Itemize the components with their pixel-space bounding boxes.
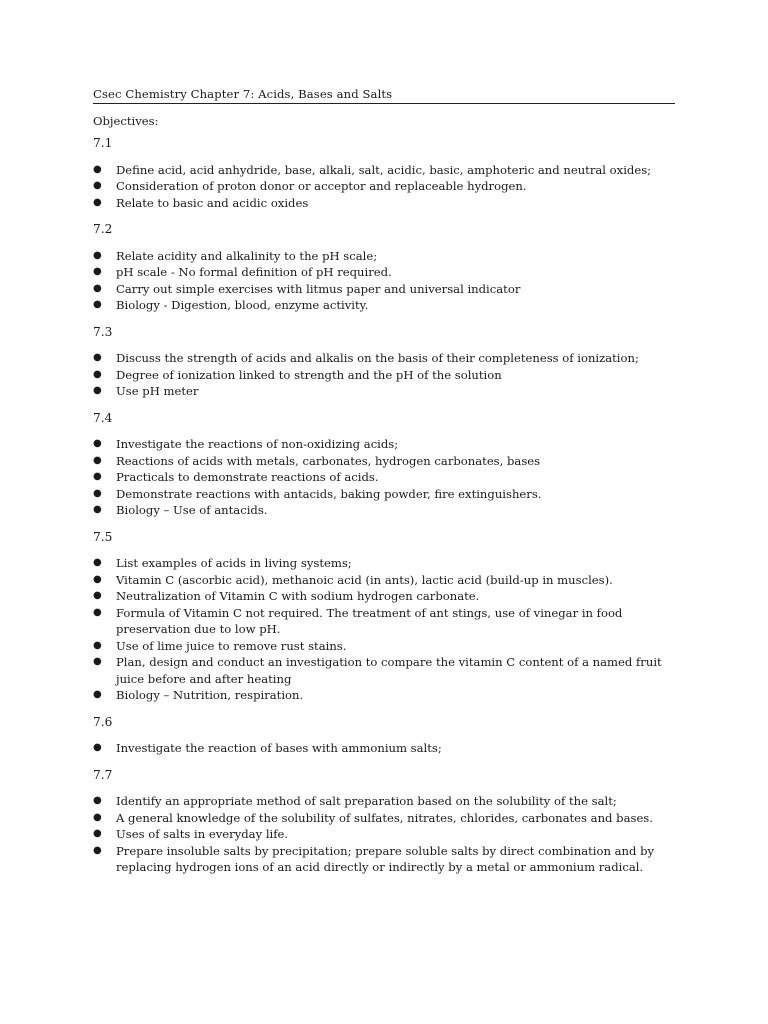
list-item bbox=[93, 740, 675, 757]
list-item bbox=[93, 436, 675, 453]
bullet-list bbox=[93, 162, 675, 212]
bullet-icon: ● bbox=[93, 368, 102, 380]
list-item bbox=[93, 502, 675, 519]
bullet-icon: ● bbox=[93, 299, 102, 310]
bullet-icon: ● bbox=[93, 828, 102, 839]
list-item bbox=[93, 605, 675, 638]
list-item bbox=[93, 555, 675, 572]
section-7-6 bbox=[93, 714, 675, 757]
list-item bbox=[93, 572, 675, 589]
bullet-list bbox=[93, 436, 675, 519]
list-item-text: Vitamin C (ascorbic acid), methanoic acid (in ants), lactic acid (build-up in muscles). bbox=[116, 572, 613, 587]
list-item-text: Demonstrate reactions with antacids, baking powder, fire extinguishers. bbox=[116, 486, 542, 501]
section-7-3 bbox=[93, 324, 675, 400]
list-item bbox=[93, 178, 675, 195]
list-item bbox=[93, 297, 675, 314]
list-item-text: Uses of salts in everyday life. bbox=[116, 827, 289, 841]
list-item-text: Define acid, acid anhydride, base, alkali, salt, acidic, basic, amphoteric and neutral oxides; bbox=[116, 162, 652, 177]
list-item bbox=[93, 826, 675, 843]
list-item-text: pH scale - No formal definition of pH required. bbox=[116, 265, 392, 279]
section-7-1 bbox=[93, 135, 675, 211]
bullet-icon: ● bbox=[93, 844, 102, 856]
list-item bbox=[93, 195, 675, 212]
list-item-text: Relate to basic and acidic oxides bbox=[116, 195, 309, 210]
list-item-text: Degree of ionization linked to strength and the pH of the solution bbox=[116, 367, 502, 382]
list-item bbox=[93, 638, 675, 655]
bullet-icon: ● bbox=[93, 639, 102, 651]
bullet-icon: ● bbox=[93, 471, 102, 482]
section-number: 7.2 bbox=[93, 222, 113, 236]
list-item bbox=[93, 654, 675, 687]
section-7-4 bbox=[93, 410, 675, 519]
list-item-text: Carry out simple exercises with litmus paper and universal indicator bbox=[116, 281, 521, 296]
list-item-text: Use of lime juice to remove rust stains. bbox=[116, 638, 347, 653]
sections-container bbox=[93, 135, 675, 876]
section-7-2 bbox=[93, 221, 675, 314]
bullet-list bbox=[93, 350, 675, 400]
bullet-icon: ● bbox=[93, 689, 102, 700]
bullet-icon: ● bbox=[93, 590, 102, 601]
list-item bbox=[93, 469, 675, 486]
list-item bbox=[93, 367, 675, 384]
bullet-icon: ● bbox=[93, 454, 102, 466]
bullet-icon: ● bbox=[93, 266, 102, 277]
list-item-text: A general knowledge of the solubility of sulfates, nitrates, chlorides, carbonates and bases. bbox=[116, 810, 653, 825]
bullet-icon: ● bbox=[93, 487, 102, 499]
bullet-icon: ● bbox=[93, 795, 102, 806]
bullet-icon: ● bbox=[93, 196, 102, 208]
list-item bbox=[93, 383, 675, 400]
list-item-text: Biology – Nutrition, respiration. bbox=[116, 688, 304, 702]
list-item bbox=[93, 350, 675, 367]
list-item-text: Consideration of proton donor or acceptor and replaceable hydrogen. bbox=[116, 179, 527, 193]
bullet-icon: ● bbox=[93, 811, 102, 823]
section-number: 7.4 bbox=[93, 410, 113, 425]
bullet-icon: ● bbox=[93, 573, 102, 585]
list-item bbox=[93, 248, 675, 265]
list-item bbox=[93, 281, 675, 298]
bullet-icon: ● bbox=[93, 438, 102, 449]
section-7-7 bbox=[93, 767, 675, 876]
list-item bbox=[93, 793, 675, 810]
bullet-icon: ● bbox=[93, 163, 102, 175]
bullet-list bbox=[93, 248, 675, 314]
bullet-list bbox=[93, 793, 675, 876]
section-number: 7.1 bbox=[93, 136, 113, 150]
section-number: 7.6 bbox=[93, 714, 113, 729]
list-item-text: Neutralization of Vitamin C with sodium hydrogen carbonate. bbox=[116, 589, 480, 603]
bullet-list bbox=[93, 740, 675, 757]
list-item-text: Relate acidity and alkalinity to the pH scale; bbox=[116, 248, 378, 263]
list-item bbox=[93, 162, 675, 179]
bullet-icon: ● bbox=[93, 656, 102, 667]
list-item bbox=[93, 453, 675, 470]
bullet-icon: ● bbox=[93, 180, 102, 191]
list-item bbox=[93, 264, 675, 281]
list-item-text: List examples of acids in living systems; bbox=[116, 556, 352, 570]
list-item-text: Investigate the reactions of non-oxidizing acids; bbox=[116, 437, 399, 451]
bullet-list bbox=[93, 555, 675, 704]
list-item-text: Reactions of acids with metals, carbonates, hydrogen carbonates, bases bbox=[116, 453, 541, 468]
section-number: 7.5 bbox=[93, 529, 113, 544]
list-item bbox=[93, 843, 675, 876]
list-item-text: Identify an appropriate method of salt preparation based on the solubility of the salt; bbox=[116, 794, 617, 808]
section-7-5 bbox=[93, 529, 675, 704]
bullet-icon: ● bbox=[93, 504, 102, 515]
document-title: Csec Chemistry Chapter 7: Acids, Bases and Salts bbox=[93, 86, 675, 104]
document-page bbox=[93, 86, 675, 876]
list-item-text: Plan, design and conduct an investigation to compare the vitamin C content of a named fruit juice before and after heating bbox=[116, 655, 662, 686]
bullet-icon: ● bbox=[93, 282, 102, 294]
list-item-text: Investigate the reaction of bases with ammonium salts; bbox=[116, 741, 442, 755]
bullet-icon: ● bbox=[93, 249, 102, 261]
list-item-text: Prepare insoluble salts by precipitation; prepare soluble salts by direct combination and by replacing hydrogen ions of an acid directly or indirectly by a metal or ammonium radical. bbox=[116, 843, 655, 874]
list-item-text: Discuss the strength of acids and alkalis on the basis of their completeness of ionization; bbox=[116, 351, 639, 365]
list-item bbox=[93, 486, 675, 503]
section-number: 7.3 bbox=[93, 324, 113, 339]
list-item-text: Biology - Digestion, blood, enzyme activity. bbox=[116, 298, 369, 312]
bullet-icon: ● bbox=[93, 385, 102, 396]
section-number: 7.7 bbox=[93, 767, 113, 782]
list-item-text: Formula of Vitamin C not required. The treatment of ant stings, use of vinegar in food preservation due to low pH. bbox=[116, 605, 623, 636]
list-item bbox=[93, 810, 675, 827]
bullet-icon: ● bbox=[93, 606, 102, 618]
list-item-text: Biology – Use of antacids. bbox=[116, 503, 268, 517]
list-item-text: Use pH meter bbox=[116, 384, 199, 398]
bullet-icon: ● bbox=[93, 557, 102, 568]
list-item-text: Practicals to demonstrate reactions of acids. bbox=[116, 470, 379, 484]
list-item bbox=[93, 687, 675, 704]
bullet-icon: ● bbox=[93, 352, 102, 363]
list-item bbox=[93, 588, 675, 605]
bullet-icon: ● bbox=[93, 742, 102, 753]
objectives-label: Objectives: bbox=[93, 113, 159, 128]
